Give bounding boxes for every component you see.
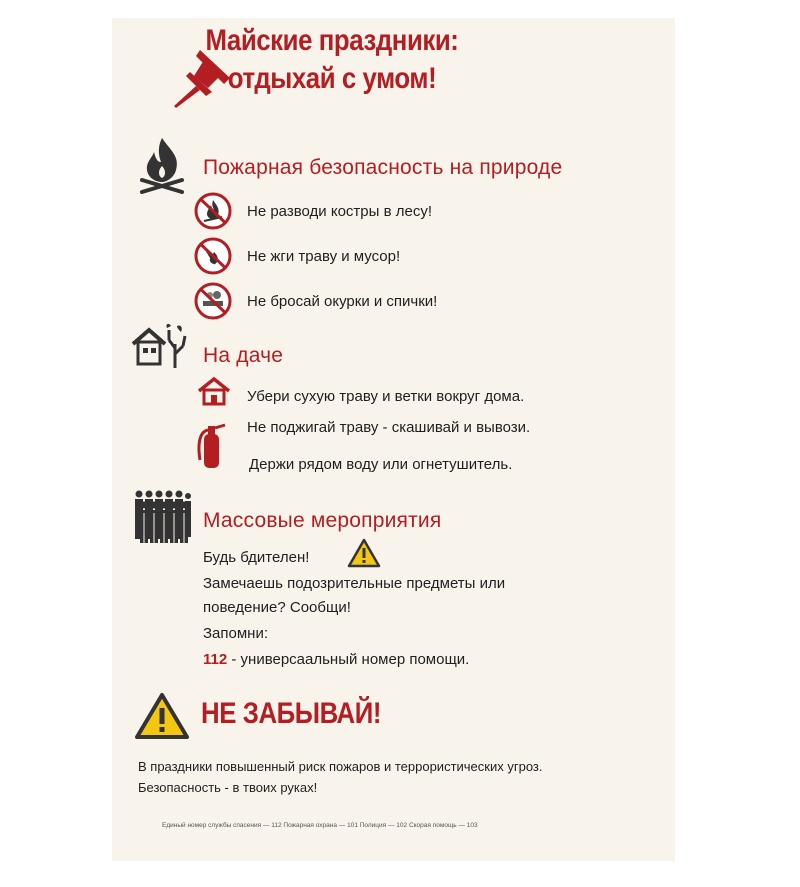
crowd-icon xyxy=(132,489,192,545)
list-item: Не разводи костры в лесу! xyxy=(247,203,432,220)
list-item: Не поджигай траву - скашивай и вывози. xyxy=(247,419,531,436)
list-item: Держи рядом воду или огнетушитель. xyxy=(249,456,513,473)
events-line-2: Замечаешь подозрительные предметы или xyxy=(203,575,506,592)
dacha-section-heading: На даче xyxy=(203,344,284,367)
house-tree-icon xyxy=(131,318,189,370)
campfire-icon xyxy=(136,136,188,194)
footer-phone-numbers: Единый номер службы спасения — 112 Пожарная охрана — 101 Полиция — 102 Скорая помощь — 103 xyxy=(162,822,478,829)
page-title: Майские праздники: отдыхай с умом! xyxy=(205,24,459,95)
list-item: Не бросай окурки и спички! xyxy=(247,293,438,310)
warning-text-2: Безопасность - в твоих руках! xyxy=(138,780,318,795)
warning-icon xyxy=(347,538,381,568)
no-campfire-icon xyxy=(193,191,233,231)
house-icon xyxy=(197,376,231,406)
warning-title: НЕ ЗАБЫВАЙ! xyxy=(201,697,381,730)
list-item: Не жги траву и мусор! xyxy=(247,248,401,265)
list-item: Убери сухую траву и ветки вокруг дома. xyxy=(247,388,525,405)
emergency-number: 112 xyxy=(203,651,228,668)
events-line-1: Будь бдителен! xyxy=(203,549,310,566)
no-cigarette-icon xyxy=(193,281,233,321)
events-section-heading: Массовые мероприятия xyxy=(203,509,442,532)
warning-text-1: В праздники повышенный риск пожаров и террористических угроз. xyxy=(138,759,543,774)
no-burning-icon xyxy=(193,236,233,276)
warning-icon xyxy=(134,692,190,740)
fire-extinguisher-icon xyxy=(194,420,228,470)
events-line-3: поведение? Сообщи! xyxy=(203,599,351,616)
emergency-number-line xyxy=(203,651,469,668)
events-line-4: Запомни: xyxy=(203,625,269,642)
fire-section-heading: Пожарная безопасность на природе xyxy=(203,156,563,179)
emergency-number-text: - универсаальный номер помощи. xyxy=(227,651,470,668)
